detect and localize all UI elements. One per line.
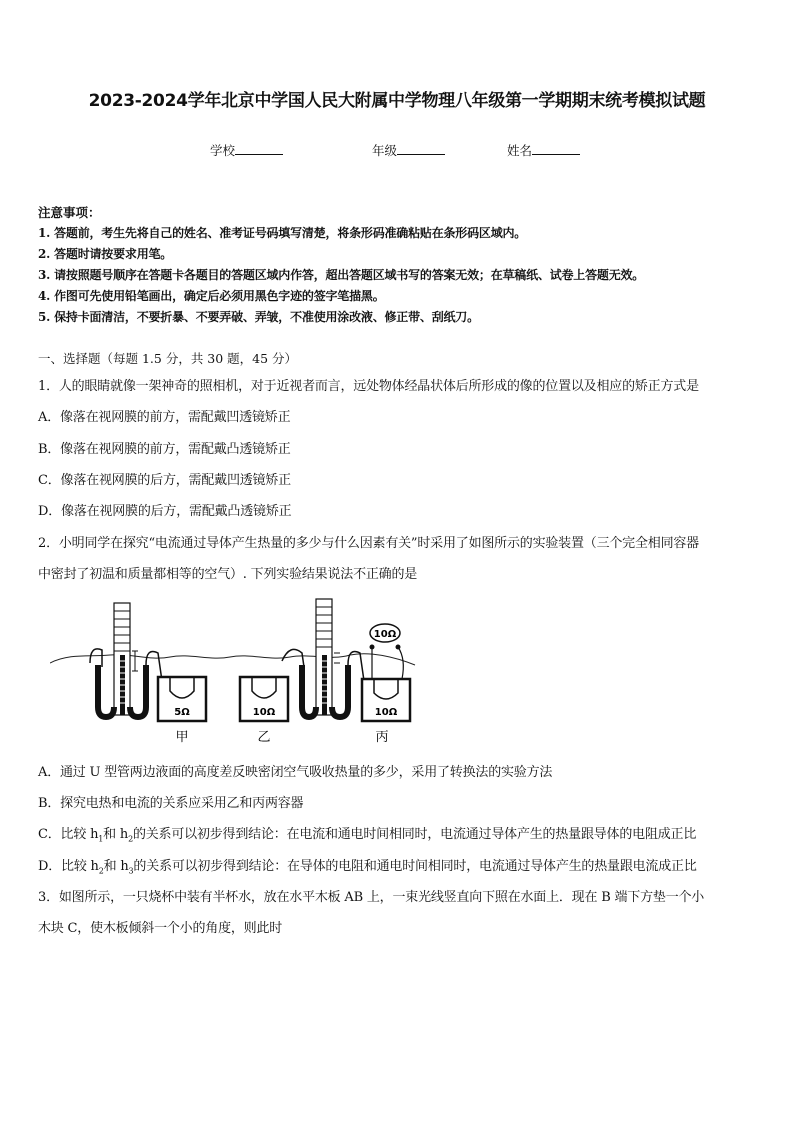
- q2-option-c-text: C．比较 h: [38, 827, 99, 842]
- notice-heading: 注意事项：: [38, 205, 101, 220]
- label-jia: 甲: [175, 730, 189, 745]
- q2-option-d-text: 的关系可以初步得到结论：在导体的电阻和通电时间相同时，电流通过导体产生的热量跟电流成正比: [133, 859, 697, 874]
- label-yi: 乙: [257, 730, 271, 745]
- q2-option-c-text: 和 h: [103, 827, 129, 842]
- section-title: 一、选择题（每题 1.5 分，共 30 题，45 分）: [38, 351, 298, 366]
- parallel-resistor-label: 10Ω: [373, 629, 397, 640]
- notice-item: 1. 答题前，考生先将自己的姓名、准考证号码填写清楚，将条形码准确粘贴在条形码区域内。: [38, 226, 527, 240]
- subscript: 3: [128, 866, 134, 876]
- notice-item: 3. 请按照题号顺序在答题卡各题目的答题区域内作答，超出答题区域书写的答案无效；在草稿纸、试卷上答题无效。: [38, 268, 645, 282]
- q1-option-a: A．像落在视网膜的前方，需配戴凹透镜矫正: [38, 410, 291, 425]
- name-label: 姓名: [507, 143, 533, 158]
- q3-stem-line1: 3．如图所示，一只烧杯中装有半杯水，放在水平木板 AB 上，一束光线竖直向下照在水面上．现在 B 端下方垫一个小: [38, 890, 705, 905]
- q2-option-c-text: 的关系可以初步得到结论：在电流和通电时间相同时，电流通过导体产生的热量跟导体的电阻成正比: [132, 827, 697, 842]
- q2-option-a: A．通过 U 型管两边液面的高度差反映密闭空气吸收热量的多少，采用了转换法的实验方法: [38, 765, 553, 780]
- u-tube-jia: [90, 603, 162, 717]
- name-field: [507, 141, 580, 159]
- q2-stem-line2: 中密封了初温和质量都相等的空气）. 下列实验结果说法不正确的是: [38, 567, 418, 582]
- q2-option-d-text: D．比较 h: [38, 859, 99, 874]
- q2-option-b: B．探究电热和电流的关系应采用乙和丙两容器: [38, 796, 304, 811]
- q2-option-d-text: 和 h: [103, 859, 129, 874]
- resistor-yi-label: 10Ω: [252, 707, 276, 718]
- grade-field: [372, 141, 445, 159]
- name-blank[interactable]: [532, 142, 580, 155]
- grade-blank[interactable]: [397, 142, 445, 155]
- q2-option-c: [38, 823, 696, 844]
- q2-option-d: [38, 855, 697, 876]
- school-blank[interactable]: [235, 142, 283, 155]
- parallel-resistor: [370, 624, 404, 679]
- container-bing: [362, 679, 410, 721]
- q1-option-b: B．像落在视网膜的前方，需配戴凸透镜矫正: [38, 442, 291, 457]
- notice-item: 2. 答题时请按要求用笔。: [38, 247, 173, 261]
- q2-stem-line1: 2．小明同学在探究“电流通过导体产生热量的多少与什么因素有关”时采用了如图所示的实验装置（三个完全相同容器: [38, 536, 699, 551]
- notice-item: 5. 保持卡面清洁，不要折暴、不要弄破、弄皱，不准使用涂改液、修正带、刮纸刀。: [38, 310, 479, 324]
- subscript: 1: [98, 834, 104, 844]
- u-tube-bing: [282, 599, 364, 717]
- page-title: 2023-2024学年北京中学国人民大附属中学物理八年级第一学期期末统考模拟试题: [88, 91, 706, 111]
- notice-item: 4. 作图可先使用铅笔画出，确定后必须用黑色字迹的签字笔描黑。: [38, 289, 385, 303]
- q1-stem: 1．人的眼睛就像一架神奇的照相机，对于近视者而言，远处物体经晶状体后所形成的像的位置以及相应的矫正方式是: [38, 379, 699, 394]
- grade-label: 年级: [372, 143, 398, 158]
- q3-stem-line2: 木块 C，使木板倾斜一个小的角度，则此时: [38, 921, 283, 936]
- school-field: [210, 141, 283, 159]
- label-bing: 丙: [375, 730, 389, 745]
- school-label: 学校: [210, 143, 236, 158]
- resistor-bing-label: 10Ω: [374, 707, 398, 718]
- q1-option-c: C．像落在视网膜的后方，需配戴凹透镜矫正: [38, 473, 291, 488]
- resistor-jia-label: 5Ω: [174, 707, 190, 718]
- container-yi: [240, 677, 288, 721]
- q1-option-d: D．像落在视网膜的后方，需配戴凸透镜矫正: [38, 504, 292, 519]
- q2-experiment-diagram: [50, 595, 420, 755]
- container-jia: [158, 677, 206, 721]
- subscript: 2: [128, 834, 133, 844]
- subscript: 2: [98, 866, 104, 876]
